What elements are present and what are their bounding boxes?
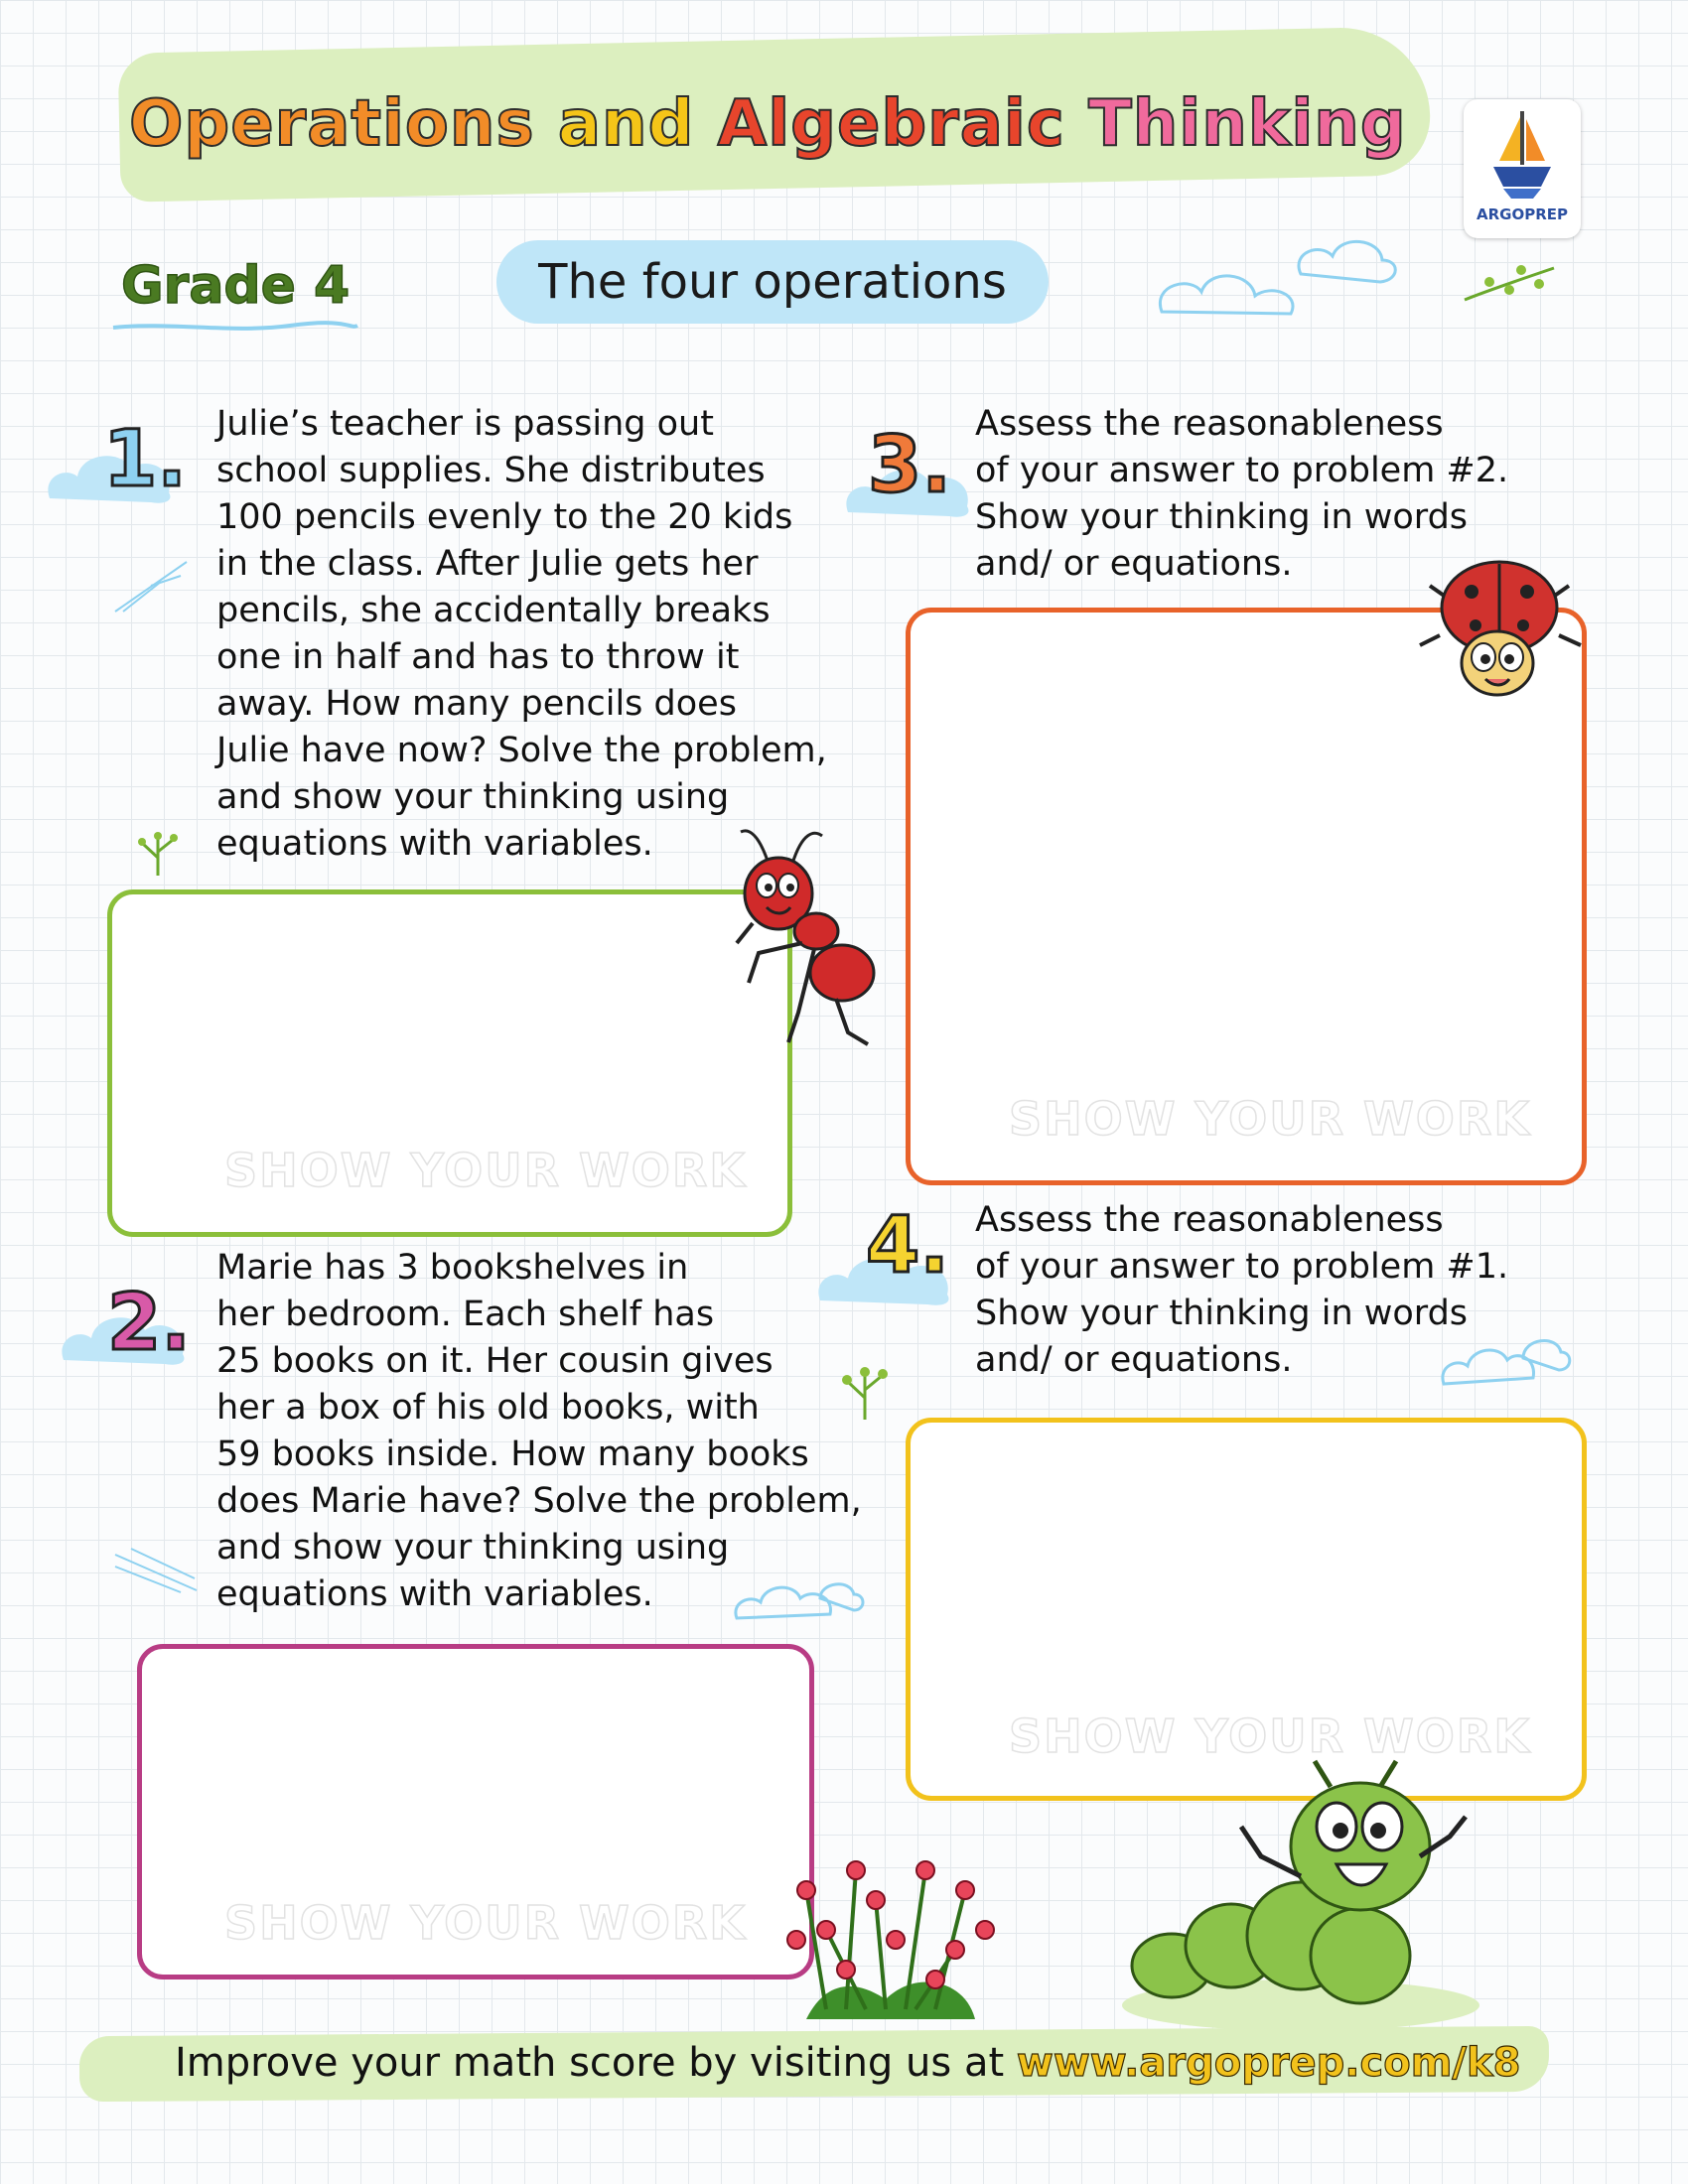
show-your-work-label: SHOW YOUR WORK — [224, 1144, 747, 1197]
cloud-icon — [731, 1569, 870, 1628]
subtitle: The four operations — [538, 254, 1007, 310]
footer — [175, 2040, 1520, 2086]
show-your-work-label: SHOW YOUR WORK — [1009, 1709, 1531, 1763]
footer-text: Improve your math score by visiting us at — [175, 2040, 1005, 2086]
show-your-work-label: SHOW YOUR WORK — [1009, 1092, 1531, 1146]
title-word: and — [557, 87, 695, 161]
text-line: Assess the reasonableness — [975, 1200, 1444, 1240]
problem-4-text — [975, 1197, 1508, 1384]
text-line: equations with variables. — [216, 824, 653, 864]
text-line: and show your thinking using — [216, 777, 730, 817]
text-line: and/ or equations. — [975, 1340, 1293, 1380]
sprig-icon — [1460, 260, 1559, 310]
text-line: Julie have now? Solve the problem, — [216, 731, 827, 770]
text-line: her bedroom. Each shelf has — [216, 1295, 715, 1334]
title-word: Operations — [129, 87, 535, 161]
sprig-icon — [840, 1362, 890, 1422]
ladybug-icon — [1410, 546, 1589, 705]
text-line: 59 books inside. How many books — [216, 1434, 809, 1474]
cloud-icon — [1438, 1324, 1577, 1394]
title-word: Algebraic — [717, 87, 1065, 161]
text-line: in the class. After Julie gets her — [216, 544, 759, 584]
text-line: one in half and has to throw it — [216, 637, 740, 677]
sailboat-icon — [1464, 99, 1581, 208]
text-line: pencils, she accidentally breaks — [216, 591, 771, 630]
text-line: 100 pencils evenly to the 20 kids — [216, 497, 793, 537]
problem-4-number: 4. — [866, 1201, 949, 1291]
text-line: of your answer to problem #1. — [975, 1247, 1509, 1287]
cloud-icon — [1152, 224, 1400, 334]
grade-label: Grade 4 — [121, 256, 351, 316]
text-line: Assess the reasonableness — [975, 404, 1444, 444]
page-title — [129, 87, 1420, 161]
text-line: 25 books on it. Her cousin gives — [216, 1341, 774, 1381]
text-line: Marie has 3 bookshelves in — [216, 1248, 689, 1288]
text-line: does Marie have? Solve the problem, — [216, 1481, 862, 1521]
text-line: and/ or equations. — [975, 544, 1293, 584]
text-line: of your answer to problem #2. — [975, 451, 1509, 490]
text-line: her a box of his old books, with — [216, 1388, 760, 1428]
text-line: school supplies. She distributes — [216, 451, 766, 490]
text-line: away. How many pencils does — [216, 684, 737, 724]
text-line: equations with variables. — [216, 1574, 653, 1614]
title-word: Thinking — [1088, 87, 1407, 161]
text-line: Show your thinking in words — [975, 1294, 1469, 1333]
logo-text: ARGOPREP — [1476, 205, 1568, 223]
ant-icon — [719, 824, 888, 1052]
problem-1-number: 1. — [103, 415, 187, 504]
text-line: Show your thinking in words — [975, 497, 1469, 537]
text-line: and show your thinking using — [216, 1528, 730, 1568]
sprig-icon — [133, 828, 183, 878]
text-line: Julie’s teacher is passing out — [216, 404, 714, 444]
problem-2-text — [216, 1245, 862, 1618]
show-your-work-label: SHOW YOUR WORK — [224, 1896, 747, 1950]
problem-3-number: 3. — [868, 421, 951, 510]
caterpillar-icon — [1112, 1757, 1509, 2035]
doodle-lines-icon — [111, 1545, 201, 1594]
flower-bush-icon — [767, 1831, 1015, 2029]
doodle-lines-icon — [111, 556, 191, 615]
problem-1-text — [216, 401, 827, 868]
problem-2-number: 2. — [107, 1279, 191, 1368]
grade-underline — [111, 320, 359, 334]
footer-link[interactable]: www.argoprep.com/k8 — [1016, 2040, 1521, 2086]
